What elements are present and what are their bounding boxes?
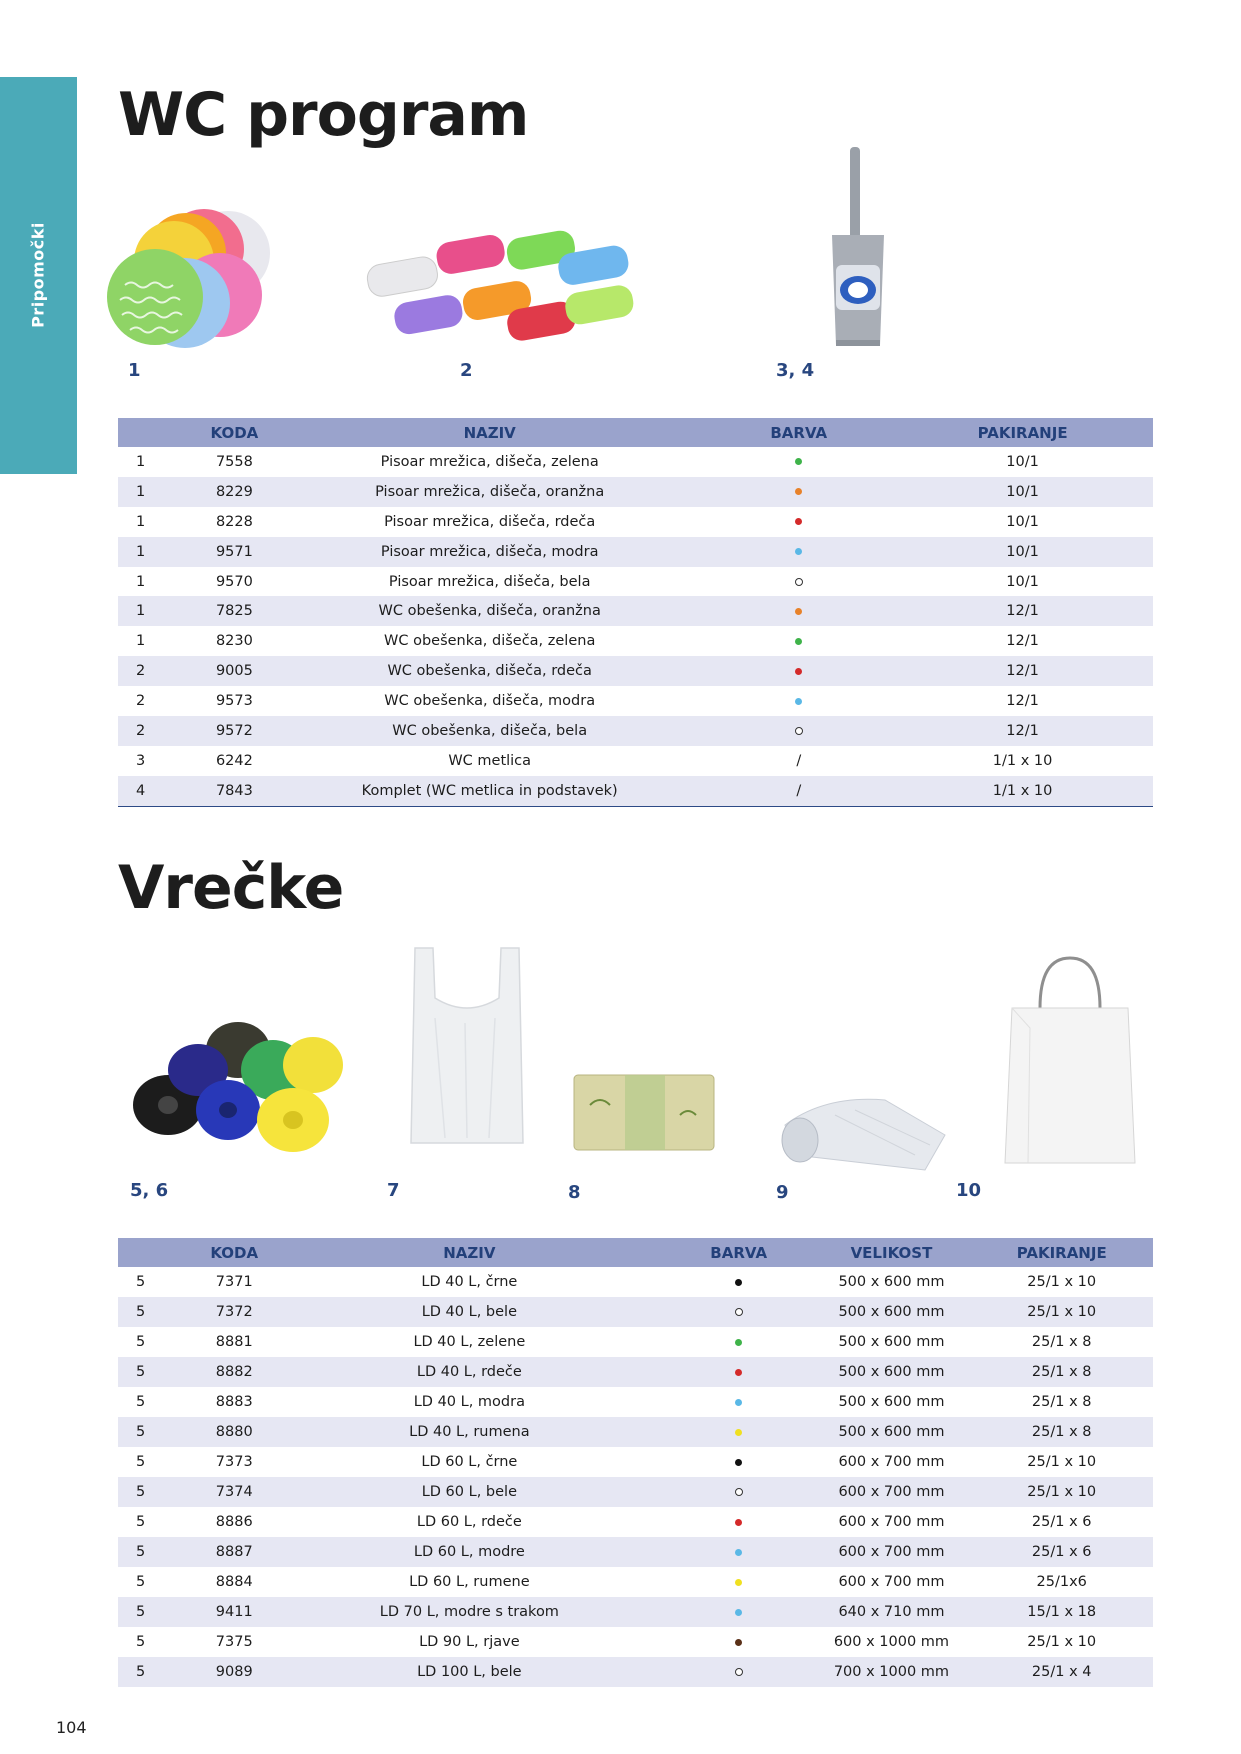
- item-number: 5: [118, 1657, 195, 1687]
- color-cell: /: [705, 776, 892, 806]
- item-number: 5: [136, 1394, 146, 1410]
- plastic-bag-image: [405, 938, 530, 1158]
- bowl-clip-image: [360, 222, 650, 347]
- table-row: [118, 1447, 1153, 1477]
- color-dot-rjava: [735, 1639, 742, 1646]
- table-row: [118, 1507, 1153, 1537]
- product-name: Pisoar mrežica, dišeča, bela: [388, 573, 591, 590]
- header-num: [118, 418, 195, 447]
- product-size: 600 x 1000 mm: [833, 1634, 950, 1650]
- item-number: 5: [136, 1634, 146, 1650]
- product-name: LD 40 L, rumena: [274, 1417, 665, 1447]
- product-size: 600 x 700 mm: [812, 1537, 970, 1567]
- product-size: 600 x 700 mm: [838, 1514, 945, 1530]
- item-number: 5: [118, 1417, 195, 1447]
- table-row: [118, 537, 1153, 567]
- color-cell: [665, 1417, 813, 1447]
- color-dot-rdeca: [735, 1519, 742, 1526]
- item-number: 5: [118, 1357, 195, 1387]
- table-row: [118, 567, 1153, 597]
- product-name: LD 100 L, bele: [274, 1657, 665, 1687]
- item-number: 1: [136, 633, 146, 650]
- color-cell: [705, 626, 892, 656]
- image-label-10: 10: [956, 1180, 982, 1201]
- product-size: 600 x 700 mm: [838, 1574, 945, 1590]
- compostable-bags-image: [570, 1065, 720, 1160]
- table-row: [118, 447, 1153, 477]
- color-cell: [665, 1447, 813, 1477]
- item-number: 5: [136, 1454, 146, 1470]
- packaging: 25/1 x 8: [1031, 1334, 1092, 1350]
- table-row: [118, 1297, 1153, 1327]
- packaging: 25/1 x 10: [970, 1477, 1153, 1507]
- color-dot-zelena: [795, 638, 802, 645]
- product-code: 7375: [215, 1634, 253, 1650]
- color-cell: [665, 1567, 813, 1597]
- color-cell: [705, 656, 892, 686]
- product-name: Pisoar mrežica, dišeča, zelena: [380, 453, 599, 470]
- product-code: 8880: [195, 1417, 274, 1447]
- header-pack: PAKIRANJE: [892, 418, 1153, 447]
- header-name: NAZIV: [274, 418, 705, 447]
- product-code: 7843: [195, 776, 274, 806]
- product-code: 9411: [195, 1597, 274, 1627]
- item-number: 5: [118, 1297, 195, 1327]
- product-name: LD 60 L, črne: [421, 1454, 518, 1470]
- product-name: WC obešenka, dišeča, bela: [274, 716, 705, 746]
- product-code: 8886: [215, 1514, 253, 1530]
- table-row: [118, 1477, 1153, 1507]
- product-name: Pisoar mrežica, dišeča, modra: [274, 537, 705, 567]
- color-dot-bela: [735, 1488, 743, 1496]
- table-row: [118, 626, 1153, 656]
- item-number: 5: [136, 1514, 146, 1530]
- product-name: WC obešenka, dišeča, zelena: [384, 633, 596, 650]
- product-code: 8883: [215, 1394, 253, 1410]
- color-dot-modra: [735, 1549, 742, 1556]
- color-cell: [665, 1267, 813, 1297]
- image-label-2: 2: [460, 360, 473, 381]
- product-size: 600 x 700 mm: [812, 1477, 970, 1507]
- color-cell: [705, 567, 892, 597]
- color-dot-zelena: [735, 1339, 742, 1346]
- product-code: 8882: [195, 1357, 274, 1387]
- packaging: 10/1: [1006, 453, 1039, 470]
- color-cell: [705, 716, 892, 746]
- item-number: 5: [136, 1574, 146, 1590]
- product-code: 9570: [215, 573, 253, 590]
- item-number: 1: [118, 596, 195, 626]
- product-name: LD 60 L, bele: [274, 1477, 665, 1507]
- item-number: 1: [136, 513, 146, 530]
- page-number: 104: [56, 1718, 87, 1737]
- color-cell: [705, 477, 892, 507]
- product-size: 500 x 600 mm: [812, 1297, 970, 1327]
- product-name: Komplet (WC metlica in podstavek): [274, 776, 705, 806]
- packaging: 25/1 x 10: [1027, 1454, 1097, 1470]
- color-dot-modra: [735, 1609, 742, 1616]
- product-code: 8230: [215, 633, 253, 650]
- color-cell: [665, 1327, 813, 1357]
- product-code: 7373: [215, 1454, 253, 1470]
- color-cell: [705, 686, 892, 716]
- image-label-5-6: 5, 6: [130, 1180, 169, 1201]
- packaging: 25/1 x 10: [1027, 1634, 1097, 1650]
- packaging: 12/1: [1006, 693, 1039, 710]
- product-name: LD 60 L, modre: [274, 1537, 665, 1567]
- packaging: 12/1: [892, 596, 1153, 626]
- product-size: 640 x 710 mm: [812, 1597, 970, 1627]
- side-tab-label: Pripomočki: [28, 222, 48, 328]
- packaging: 25/1 x 10: [1027, 1274, 1097, 1290]
- product-code: 9005: [195, 656, 274, 686]
- item-number: 5: [118, 1537, 195, 1567]
- product-code: 7558: [215, 453, 253, 470]
- product-name: LD 40 L, bele: [274, 1297, 665, 1327]
- table-row: [118, 1387, 1153, 1417]
- item-number: 4: [118, 776, 195, 806]
- header-color: BARVA: [665, 1238, 813, 1267]
- packaging: 25/1 x 8: [970, 1357, 1153, 1387]
- color-dot-oranzna: [795, 608, 802, 615]
- header-color: BARVA: [705, 418, 892, 447]
- product-name: LD 40 L, črne: [421, 1274, 518, 1290]
- table-header-row: [118, 1238, 1153, 1267]
- color-cell: [665, 1597, 813, 1627]
- packaging: 25/1 x 10: [970, 1297, 1153, 1327]
- product-code: 8887: [195, 1537, 274, 1567]
- color-dot-bela: [795, 727, 803, 735]
- table-row: [118, 746, 1153, 776]
- packaging: 25/1x6: [1036, 1574, 1087, 1590]
- product-code: 9089: [195, 1657, 274, 1687]
- product-name: LD 40 L, rdeče: [274, 1357, 665, 1387]
- color-cell: [705, 507, 892, 537]
- packaging: 25/1 x 6: [1031, 1514, 1092, 1530]
- table-row: [118, 1537, 1153, 1567]
- product-name: LD 60 L, rumene: [409, 1574, 530, 1590]
- table-row: [118, 776, 1153, 806]
- packaging: 10/1: [892, 537, 1153, 567]
- item-number: 5: [118, 1477, 195, 1507]
- product-size: 500 x 600 mm: [812, 1417, 970, 1447]
- color-cell: [665, 1627, 813, 1657]
- item-number: 2: [118, 716, 195, 746]
- color-dot-crna: [735, 1459, 742, 1466]
- packaging: 25/1 x 6: [970, 1537, 1153, 1567]
- table-row: [118, 1357, 1153, 1387]
- color-dot-rumena: [735, 1579, 742, 1586]
- image-label-1: 1: [128, 360, 141, 381]
- color-dot-rdeca: [795, 518, 802, 525]
- product-code: 8881: [215, 1334, 253, 1350]
- product-code: 6242: [215, 752, 253, 769]
- header-code: KODA: [195, 418, 274, 447]
- packaging: 15/1 x 18: [970, 1597, 1153, 1627]
- color-dot-oranzna: [795, 488, 802, 495]
- color-cell: [705, 537, 892, 567]
- color-cell: [665, 1387, 813, 1417]
- wc-product-table: [118, 418, 1153, 807]
- bags-product-table: [118, 1238, 1153, 1687]
- product-name: WC obešenka, dišeča, rdeča: [274, 656, 705, 686]
- item-number: 1: [136, 573, 146, 590]
- header-name: NAZIV: [274, 1238, 665, 1267]
- color-cell: [665, 1537, 813, 1567]
- table-row: [118, 656, 1153, 686]
- header-size: VELIKOST: [812, 1238, 970, 1267]
- packaging: 1/1 x 10: [892, 776, 1153, 806]
- item-number: 3: [136, 752, 146, 769]
- color-cell: [705, 596, 892, 626]
- color-dot-modra: [795, 548, 802, 555]
- image-label-7: 7: [387, 1180, 400, 1201]
- color-dot-bela: [735, 1668, 743, 1676]
- table-row: [118, 1417, 1153, 1447]
- packaging: 12/1: [892, 716, 1153, 746]
- table-row: [118, 477, 1153, 507]
- product-name: Pisoar mrežica, dišeča, rdeča: [384, 513, 596, 530]
- color-dot-rdeca: [795, 668, 802, 675]
- product-name: LD 90 L, rjave: [419, 1634, 520, 1650]
- product-size: 500 x 600 mm: [812, 1357, 970, 1387]
- color-dot-bela: [735, 1308, 743, 1316]
- item-number: 1: [118, 537, 195, 567]
- table-row: [118, 507, 1153, 537]
- bags-section-title: Vrečke: [118, 853, 344, 923]
- table-row: [118, 596, 1153, 626]
- product-code: 8228: [215, 513, 253, 530]
- product-size: 500 x 600 mm: [838, 1394, 945, 1410]
- bin-bag-rolls-image: [128, 1010, 353, 1160]
- product-code: 8884: [215, 1574, 253, 1590]
- paper-bag-image: [1000, 948, 1145, 1173]
- table-row: [118, 1567, 1153, 1597]
- color-dot-rdeca: [735, 1369, 742, 1376]
- table-header-row: [118, 418, 1153, 447]
- product-code: 7371: [215, 1274, 253, 1290]
- product-code: 9572: [195, 716, 274, 746]
- item-number: 2: [118, 656, 195, 686]
- color-dot-modra: [795, 698, 802, 705]
- packaging: 12/1: [1006, 633, 1039, 650]
- product-size: 500 x 600 mm: [838, 1334, 945, 1350]
- product-name: LD 40 L, zelene: [413, 1334, 526, 1350]
- table-row: [118, 1627, 1153, 1657]
- table-row: [118, 1597, 1153, 1627]
- item-number: 1: [118, 477, 195, 507]
- packaging: 25/1 x 8: [1031, 1394, 1092, 1410]
- product-code: 9573: [215, 693, 253, 710]
- product-name: LD 60 L, rdeče: [416, 1514, 522, 1530]
- packaging: 25/1 x 8: [970, 1417, 1153, 1447]
- product-name: Pisoar mrežica, dišeča, oranžna: [274, 477, 705, 507]
- toilet-brush-image: [818, 145, 898, 350]
- product-name: WC metlica: [448, 752, 532, 769]
- product-size: 700 x 1000 mm: [812, 1657, 970, 1687]
- color-dot-zelena: [795, 458, 802, 465]
- color-cell: [665, 1657, 813, 1687]
- urinal-screen-image: [100, 205, 275, 370]
- product-code: 7825: [195, 596, 274, 626]
- color-dot-crna: [735, 1279, 742, 1286]
- packaging: 10/1: [892, 477, 1153, 507]
- product-name: LD 70 L, modre s trakom: [274, 1597, 665, 1627]
- item-number: 1: [136, 453, 146, 470]
- product-code: 7374: [195, 1477, 274, 1507]
- item-number: 2: [136, 693, 146, 710]
- product-size: 500 x 600 mm: [838, 1274, 945, 1290]
- color-cell: [665, 1357, 813, 1387]
- image-label-9: 9: [776, 1182, 789, 1203]
- table-row: [118, 1657, 1153, 1687]
- wc-section-title: WC program: [118, 80, 529, 150]
- table-row: [118, 716, 1153, 746]
- product-code: 9571: [195, 537, 274, 567]
- packaging: 1/1 x 10: [992, 752, 1053, 769]
- table-row: [118, 1327, 1153, 1357]
- color-cell: [665, 1297, 813, 1327]
- product-name: WC obešenka, dišeča, modra: [384, 693, 596, 710]
- product-code: 7372: [195, 1297, 274, 1327]
- color-cell: [665, 1507, 813, 1537]
- header-code: KODA: [195, 1238, 274, 1267]
- color-cell: /: [796, 752, 802, 769]
- clear-bag-roll-image: [775, 1085, 950, 1180]
- image-label-3-4: 3, 4: [776, 360, 815, 381]
- packaging: 12/1: [892, 656, 1153, 686]
- packaging: 25/1 x 4: [970, 1657, 1153, 1687]
- color-dot-bela: [795, 578, 803, 586]
- product-name: LD 40 L, modra: [413, 1394, 525, 1410]
- product-size: 600 x 700 mm: [838, 1454, 945, 1470]
- color-cell: [665, 1477, 813, 1507]
- packaging: 10/1: [1006, 573, 1039, 590]
- color-cell: [705, 447, 892, 477]
- image-label-8: 8: [568, 1182, 581, 1203]
- product-code: 8229: [195, 477, 274, 507]
- color-dot-modra: [735, 1399, 742, 1406]
- color-dot-rumena: [735, 1429, 742, 1436]
- item-number: 5: [136, 1334, 146, 1350]
- table-row: [118, 686, 1153, 716]
- item-number: 5: [136, 1274, 146, 1290]
- header-num: [118, 1238, 195, 1267]
- product-name: WC obešenka, dišeča, oranžna: [274, 596, 705, 626]
- header-pack: PAKIRANJE: [970, 1238, 1153, 1267]
- packaging: 10/1: [1006, 513, 1039, 530]
- table-row: [118, 1267, 1153, 1297]
- item-number: 5: [118, 1597, 195, 1627]
